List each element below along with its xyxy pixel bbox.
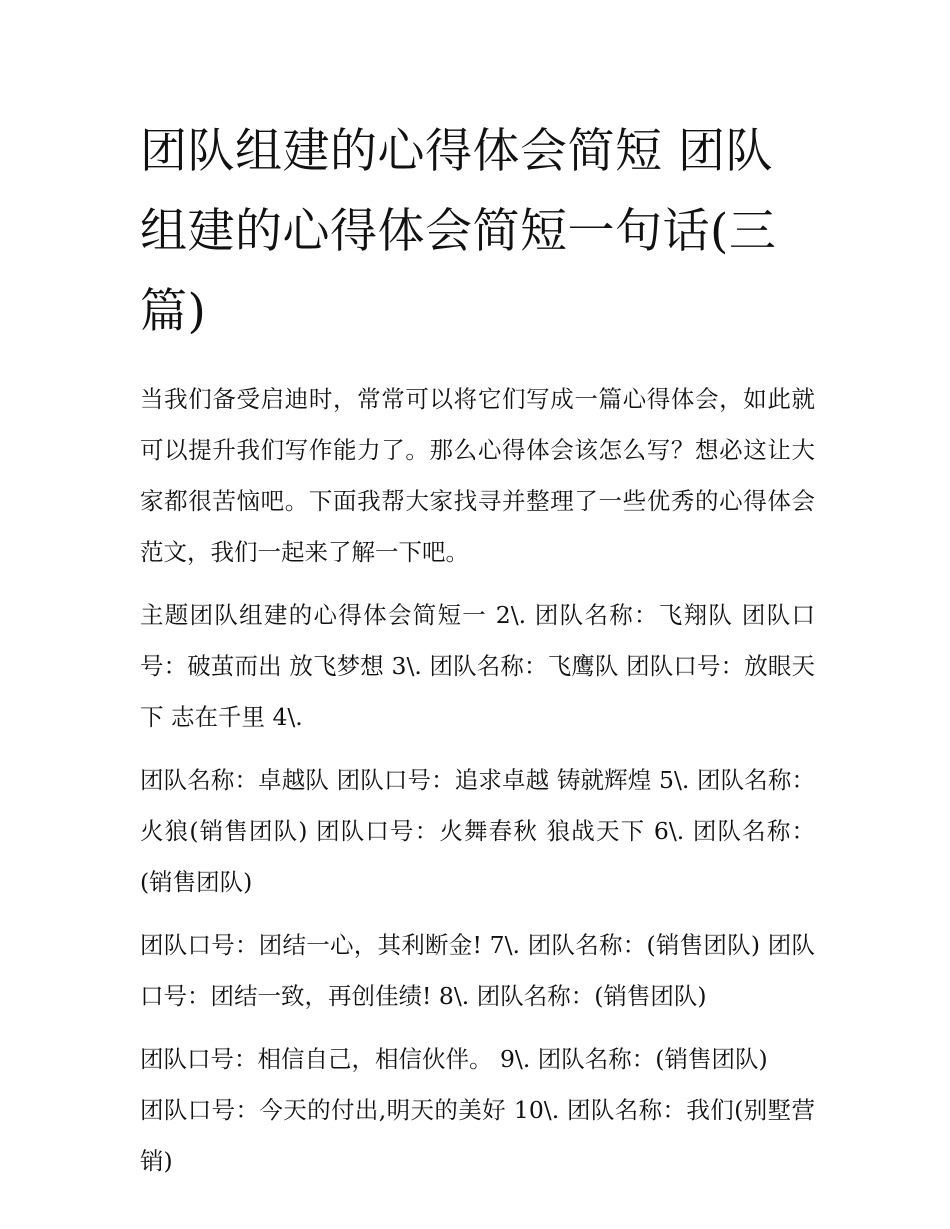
team-list-paragraph-2: 团队名称：卓越队 团队口号：追求卓越 铸就辉煌 5\. 团队名称：火狼(销售团队) 团队口号：火舞春秋 狼战天下 6\. 团队名称：(销售团队) [140,766,815,896]
document-page [140,112,815,1187]
team-list-paragraph-4: 团队口号：相信自己，相信伙伴。 9\. 团队名称：(销售团队) [140,1045,768,1073]
team-list-paragraph-3: 团队口号：团结一心，其利断金! 7\. 团队名称：(销售团队) 团队口号：团结一致，再创佳绩! 8\. 团队名称：(销售团队) [140,931,815,1010]
document-title: 团队组建的心得体会简短 团队组建的心得体会简短一句话(三篇) [140,124,777,339]
team-list-paragraph-5: 团队口号：今天的付出,明天的美好 10\. 团队名称：我们(别墅营销) [140,1096,815,1175]
intro-paragraph: 当我们备受启迪时，常常可以将它们写成一篇心得体会，如此就可以提升我们写作能力了。那么心得体会该怎么写？想必这让大家都很苦恼吧。下面我帮大家找寻并整理了一些优秀的心得体会范文，我们一起来了解一下吧。 [140,385,815,566]
team-list-paragraph-1: 主题团队组建的心得体会简短一 2\. 团队名称：飞翔队 团队口号：破茧而出 放飞梦想 3\. 团队名称：飞鹰队 团队口号：放眼天下 志在千里 4\. [140,601,815,731]
